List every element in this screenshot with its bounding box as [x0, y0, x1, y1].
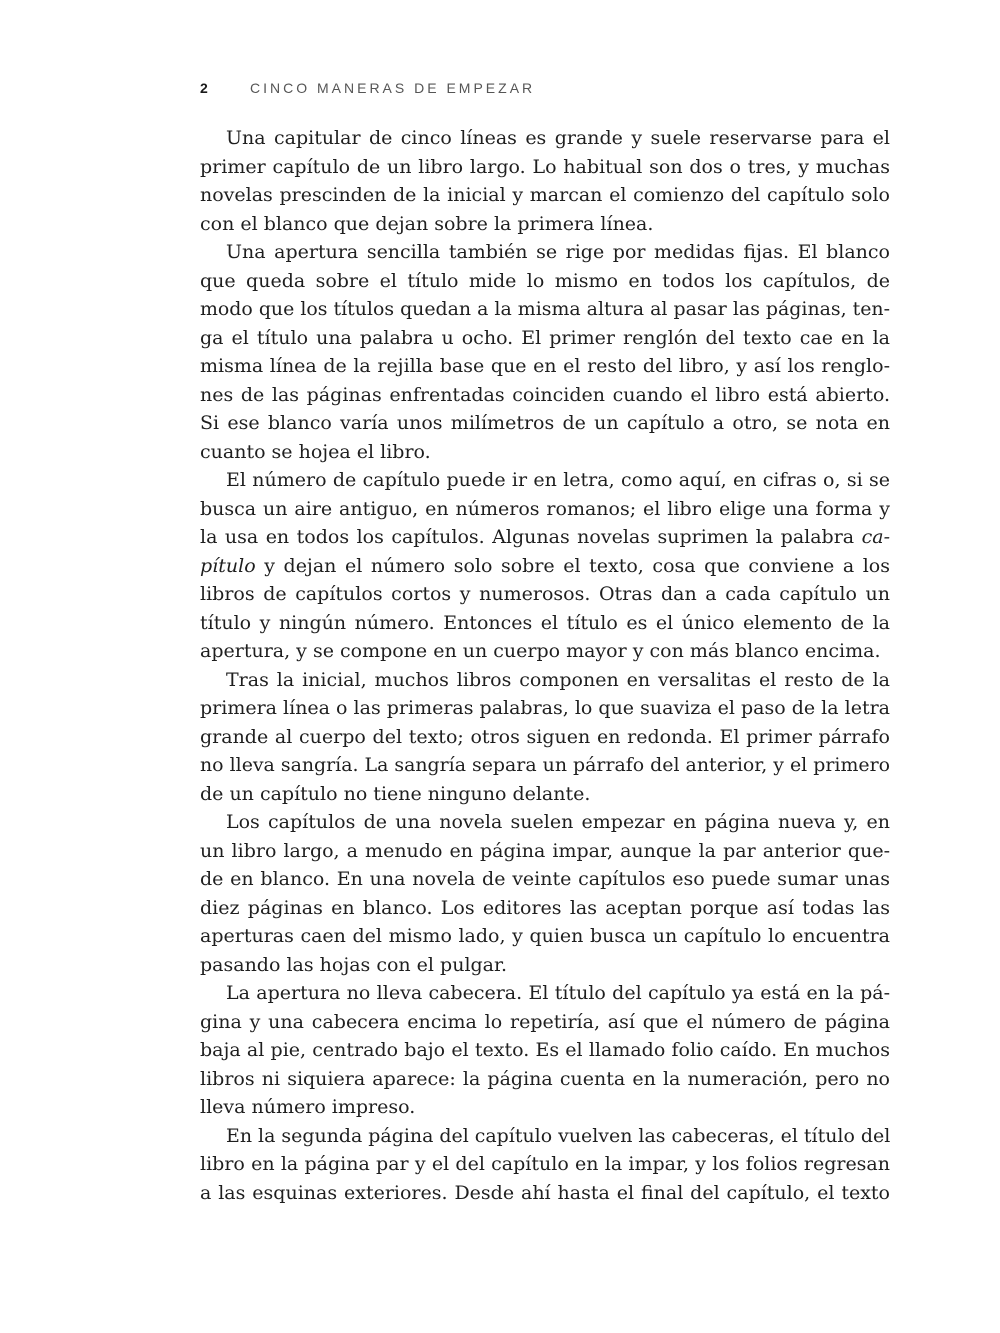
text-line: a las esquinas exteriores. Desde ahí hasta el final del capítulo, el texto [200, 1181, 890, 1204]
text-line: novelas prescinden de la inicial y marcan el comienzo del capítulo solo [200, 184, 890, 206]
running-head-title: CINCO MANERAS DE EMPEZAR [250, 80, 536, 96]
page-number: 2 [200, 80, 208, 96]
text-line: título y ningún número. Entonces el título es el único elemento de la [200, 611, 890, 634]
text-line: misma línea de la rejilla base que en el resto del libro, y así los renglo- [200, 355, 890, 377]
text-line: Una capitular de cinco líneas es grande y suele reservarse para el [226, 127, 890, 149]
text-line: pasando las hojas con el pulgar. [200, 953, 508, 976]
text-line: libros de capítulos cortos y numerosos. Otras dan a cada capítulo un [200, 583, 890, 605]
text-line: ga el título una palabra u ocho. El primer renglón del texto cae en la [200, 326, 890, 349]
text-line: En la segunda página del capítulo vuelven las cabeceras, el título del [226, 1124, 891, 1147]
text-line: Una apertura sencilla también se rige por medidas fijas. El blanco [226, 241, 890, 263]
paragraph [200, 666, 890, 809]
text-line: grande al cuerpo del texto; otros siguen en redonda. El primer párrafo [200, 725, 890, 748]
text-line: apertura, y se compone en un cuerpo mayor y con más blanco encima. [200, 640, 881, 662]
text-line: la usa en todos los capítulos. Algunas novelas suprimen la palabra ca- [200, 526, 890, 548]
text-line: Si ese blanco varía unos milímetros de un capítulo a otro, se nota en [200, 412, 890, 434]
paragraph [200, 466, 890, 666]
text-line: que queda sobre el título mide lo mismo en todos los capítulos, de [200, 269, 890, 292]
text-line: libro en la página par y el del capítulo en la impar, y los folios regresan [200, 1153, 890, 1175]
text-line: primera línea o las primeras palabras, lo que suaviza el paso de la letra [200, 697, 890, 719]
paragraph [200, 124, 890, 238]
paragraph [200, 1122, 890, 1208]
text-line: pítulo y dejan el número solo sobre el texto, cosa que conviene a los [200, 554, 890, 577]
paragraph [200, 979, 890, 1122]
text-line: un libro largo, a menudo en página impar, aunque la par anterior que- [200, 839, 890, 862]
text-line: libros ni siquiera aparece: la página cuenta en la numeración, pero no [200, 1067, 890, 1090]
text-line: nes de las páginas enfrentadas coinciden cuando el libro está abierto. [200, 383, 890, 406]
text-line: busca un aire antiguo, en números romanos; el libro elige una forma y [200, 497, 890, 520]
text-line: baja al pie, centrado bajo el texto. Es el llamado folio caído. En muchos [200, 1039, 890, 1061]
text-line: aperturas caen del mismo lado, y quien busca un capítulo lo encuentra [200, 925, 890, 947]
text-line: con el blanco que dejan sobre la primera línea. [200, 212, 654, 235]
text-line: primer capítulo de un libro largo. Lo habitual son dos o tres, y muchas [200, 155, 890, 178]
text-line: La apertura no lleva cabecera. El título del capítulo ya está en la pá- [226, 982, 890, 1004]
text-line: gina y una cabecera encima lo repetiría, así que el número de página [200, 1010, 890, 1033]
body-text [200, 124, 890, 1207]
text-line: de en blanco. En una novela de veinte capítulos eso puede sumar unas [200, 868, 890, 890]
text-line: de un capítulo no tiene ninguno delante. [200, 782, 591, 805]
text-line: Tras la inicial, muchos libros componen en versalitas el resto de la [226, 668, 890, 691]
text-line: El número de capítulo puede ir en letra, como aquí, en cifras o, si se [226, 469, 890, 491]
text-line: diez páginas en blanco. Los editores las aceptan porque así todas las [200, 896, 890, 919]
running-head [200, 79, 890, 97]
text-line: Los capítulos de una novela suelen empezar en página nueva y, en [226, 811, 890, 833]
text-line: lleva número impreso. [200, 1096, 416, 1118]
text-line: no lleva sangría. La sangría separa un párrafo del anterior, y el primero [200, 754, 890, 776]
paragraph [200, 238, 890, 466]
paragraph [200, 808, 890, 979]
text-line: modo que los títulos quedan a la misma altura al pasar las páginas, ten- [200, 298, 890, 320]
text-line: cuanto se hojea el libro. [200, 440, 431, 463]
